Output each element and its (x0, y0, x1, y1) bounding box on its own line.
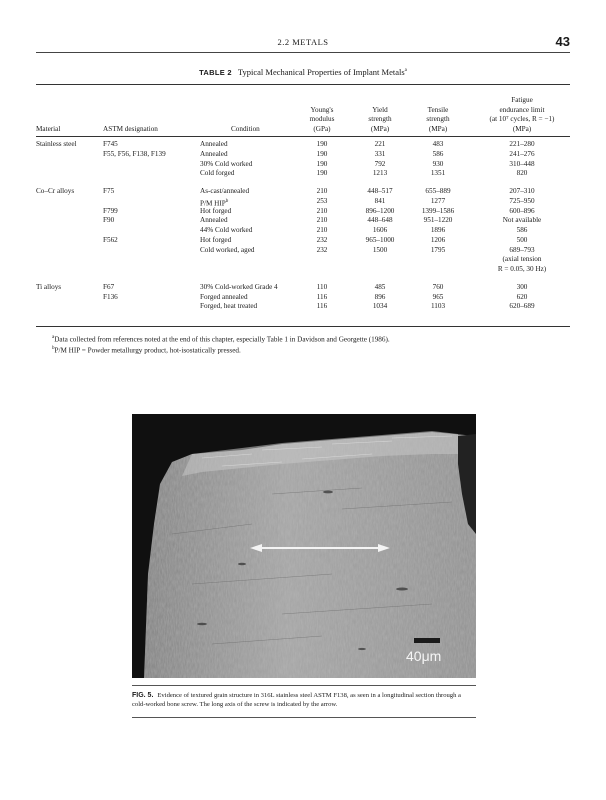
header-yield-strength: Yield strength (MPa) (368, 105, 392, 133)
cell-condition: Forged, heat treated (200, 302, 258, 311)
cell-fatigue-limit: 300 (516, 282, 528, 291)
table-row (36, 160, 570, 170)
cell-fatigue-limit: 207–310 (509, 187, 535, 195)
cell-astm: F67 (103, 282, 115, 291)
micrograph-image (132, 414, 476, 678)
cell-youngs-modulus: 190 (316, 140, 328, 148)
footnote (52, 333, 562, 344)
footnote-mark: b (225, 198, 229, 204)
table-title-footnote-mark: a (404, 68, 407, 74)
table-row (36, 169, 570, 179)
footnote (52, 344, 562, 355)
cell-astm: F55, F56, F138, F139 (103, 149, 166, 158)
cell-yield-strength: 965–1000 (365, 235, 395, 244)
cell-astm: F75 (103, 187, 115, 195)
cell-fatigue-limit: 820 (516, 169, 528, 178)
cell-condition: Annealed (200, 140, 228, 148)
table-row (36, 293, 570, 303)
cell-youngs-modulus: 210 (316, 216, 328, 225)
table-row (36, 246, 570, 256)
table-label: TABLE 2 (199, 68, 232, 77)
cell-fatigue-limit: (axial tension (502, 255, 542, 264)
cell-condition: 44% Cold worked (200, 226, 253, 234)
figure-caption-bottom-rule (132, 717, 476, 718)
cell-yield-strength: 485 (374, 282, 386, 291)
cell-condition: 30% Cold worked (200, 159, 253, 168)
figure-caption-top-rule (132, 685, 476, 686)
cell-yield-strength: 896 (374, 292, 386, 301)
scale-label: 40μm (406, 648, 442, 664)
table-row (36, 197, 570, 207)
cell-tensile-strength: 1206 (430, 235, 446, 244)
cell-material: Ti alloys (36, 282, 62, 291)
cell-tensile-strength: 1351 (430, 169, 446, 178)
cell-fatigue-limit: 221–280 (509, 140, 535, 148)
table-footnotes (52, 333, 562, 356)
table-bottom-rule (36, 326, 570, 327)
table-row (36, 150, 570, 160)
cell-material: Stainless steel (36, 140, 77, 148)
cell-fatigue-limit: 620–689 (509, 302, 535, 311)
cell-yield-strength: 1500 (372, 245, 388, 254)
cell-youngs-modulus: 210 (316, 226, 328, 234)
cell-tensile-strength: 760 (432, 282, 444, 291)
cell-fatigue-limit: 600–896 (509, 206, 535, 215)
cell-tensile-strength: 930 (432, 159, 444, 168)
table-row (36, 226, 570, 236)
cell-youngs-modulus: 232 (316, 245, 328, 254)
header-astm: ASTM designation (103, 124, 158, 133)
cell-condition: Annealed (200, 149, 228, 158)
cell-yield-strength: 1606 (372, 226, 388, 234)
header-material: Material (36, 124, 61, 133)
footnote-text: P/M HIP = Powder metallurgy product, hot-isostatically pressed. (54, 346, 241, 355)
header-youngs-modulus: Young's modulus (GPa) (309, 105, 335, 133)
cell-yield-strength: 896–1200 (365, 206, 395, 215)
cell-tensile-strength: 1103 (430, 302, 446, 311)
table-row (36, 187, 570, 197)
table-caption (36, 67, 570, 77)
cell-condition: P/M HIP$^b$ (200, 198, 229, 208)
header-condition: Condition (231, 124, 260, 133)
cell-youngs-modulus: 232 (316, 235, 328, 244)
cell-astm: F562 (103, 235, 118, 244)
table-row (36, 236, 570, 246)
table-title: Typical Mechanical Properties of Implant Metals (237, 67, 405, 77)
cell-condition: Forged annealed (200, 292, 248, 301)
section-label: 2.2 METALS (277, 37, 329, 47)
running-header (36, 36, 570, 53)
table-row (36, 265, 570, 275)
footnote-mark: a (52, 335, 55, 340)
cell-yield-strength: 841 (374, 196, 386, 205)
cell-youngs-modulus: 116 (316, 302, 328, 311)
cell-condition: As-cast/annealed (200, 187, 250, 195)
figure-label: FIG. 5. (132, 692, 154, 699)
cell-youngs-modulus: 253 (316, 196, 328, 205)
table-row (36, 283, 570, 293)
cell-youngs-modulus: 110 (316, 282, 328, 291)
table-row (36, 140, 570, 150)
cell-condition: Hot forged (200, 235, 232, 244)
cell-yield-strength: 221 (374, 140, 386, 148)
cell-yield-strength: 1213 (372, 169, 388, 178)
figure-caption (132, 691, 472, 709)
cell-youngs-modulus: 190 (316, 159, 328, 168)
cell-yield-strength: 448–517 (367, 187, 393, 195)
cell-yield-strength: 792 (374, 159, 386, 168)
header-tensile-strength: Tensile strength (MPa) (426, 105, 450, 133)
cell-tensile-strength: 951–1220 (423, 216, 453, 225)
table-body (36, 140, 570, 312)
table-header (36, 88, 570, 134)
cell-condition: Annealed (200, 216, 228, 225)
cell-fatigue-limit: 586 (516, 226, 528, 234)
cell-yield-strength: 448–648 (367, 216, 393, 225)
cell-condition: Cold worked, aged (200, 245, 255, 254)
footnote-text: Data collected from references noted at the end of this chapter, especially Table 1 in Davidson and Georgette (1986). (54, 335, 390, 344)
cell-tensile-strength: 586 (432, 149, 444, 158)
cell-fatigue-limit: 725–950 (509, 196, 535, 205)
cell-tensile-strength: 1399–1586 (421, 206, 455, 215)
cell-tensile-strength: 965 (432, 292, 444, 301)
cell-condition: Hot forged (200, 206, 232, 215)
table-header-rule (36, 136, 570, 137)
cell-youngs-modulus: 116 (316, 292, 328, 301)
cell-astm: F90 (103, 216, 115, 225)
cell-tensile-strength: 483 (432, 140, 444, 148)
cell-youngs-modulus: 190 (316, 169, 328, 178)
cell-youngs-modulus: 210 (316, 206, 328, 215)
cell-tensile-strength: 655–889 (425, 187, 451, 195)
cell-tensile-strength: 1896 (430, 226, 446, 234)
table-row (36, 302, 570, 312)
cell-fatigue-limit: 689–793 (509, 245, 535, 254)
cell-condition: Cold forged (200, 169, 235, 178)
scale-bar (414, 638, 440, 643)
cell-fatigue-limit: 500 (516, 235, 528, 244)
cell-yield-strength: 1034 (372, 302, 388, 311)
cell-tensile-strength: 1795 (430, 245, 446, 254)
cell-fatigue-limit: 620 (516, 292, 528, 301)
cell-fatigue-limit: Not available (502, 216, 542, 225)
cell-astm: F799 (103, 206, 118, 215)
table-row (36, 207, 570, 217)
table-row (36, 216, 570, 226)
cell-yield-strength: 331 (374, 149, 386, 158)
cell-fatigue-limit: 310–448 (509, 159, 535, 168)
page-number: 43 (555, 34, 570, 49)
footnote-mark: b (52, 346, 55, 352)
header-fatigue-limit: Fatigue endurance limit (at 10⁷ cycles, R = −1) (MPa) (489, 96, 555, 133)
cell-astm: F745 (103, 140, 118, 148)
micrograph-figure (132, 414, 476, 678)
cell-material: Co–Cr alloys (36, 187, 75, 195)
cell-youngs-modulus: 190 (316, 149, 328, 158)
cell-tensile-strength: 1277 (430, 196, 446, 205)
figure-caption-text: Evidence of textured grain structure in 316L stainless steel ASTM F138, as seen in a longitudinal section through a cold-worked bone screw. The long axis of the screw is indicated by the arrow. (132, 692, 461, 708)
table-row (36, 255, 570, 265)
cell-youngs-modulus: 210 (316, 187, 328, 195)
cell-condition: 30% Cold-worked Grade 4 (200, 282, 278, 291)
cell-fatigue-limit: 241–276 (509, 149, 535, 158)
cell-fatigue-limit: R = 0.05, 30 Hz) (497, 265, 547, 273)
table-top-rule (36, 84, 570, 85)
cell-astm: F136 (103, 292, 118, 301)
